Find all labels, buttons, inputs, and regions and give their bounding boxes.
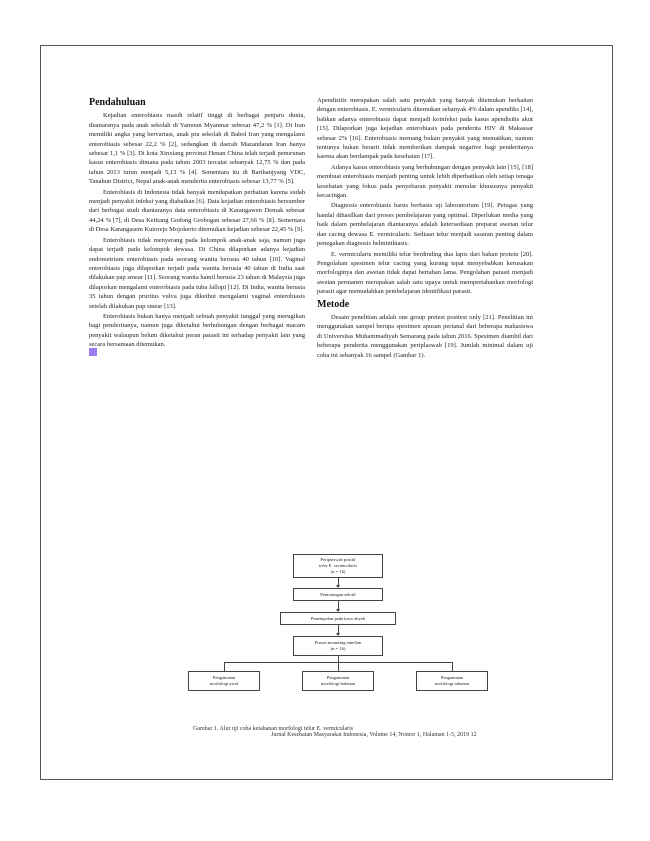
page-frame xyxy=(40,45,613,780)
flow-text: (n = 16) xyxy=(330,646,346,651)
paragraph: Enterobiasis di Indonesia tidak banyak mendapatkan perhatian karena sudah menjadi penyakit infeksi yang diabaikan [6]. Data kejadian enterobiasis bersumber dari berbagai studi diantaranya data enterobiasis di Karangawen Demak sebesar 44,24 % [7], di Desa Ketitang Godong Grobogan sebesar 27,66 % [8]. Sementara di Desa Karangasem Kutorejo Mojokerto ditemukan kejadian sebesar 22,45 % [9]. xyxy=(89,188,305,234)
flow-leaf-bulanan xyxy=(302,671,374,691)
paragraph: Apendisitis merupakan salah satu penyakit yang banyak ditemukan berkaitan dengan enterobiasis. E. vermicularis ditemukan sebanyak 4% dalam apendiks [14], bahkan adanya enterobiasis dapat menjadi koinfeksi pada kasus apendisitis akut [15]. Dilaporkan juga kejadian enterobiasis pada penderita HIV di Makassar sebesar 2% [16]. Enterobiasis memang bukan penyakit yang mematikan, namun tentunya bukan berarti tidak memberikan dampak negative bagi penderitanya karena akan berdampak pada kesehatan [17]. xyxy=(317,97,533,161)
page-footer: Jurnal Kesehatan Masyarakat Indonesia, Volume 14, Nomor 1, Halaman 1-5, 2019 12 xyxy=(271,732,477,738)
flowchart xyxy=(188,554,488,706)
flow-text: (n = 16) xyxy=(330,569,346,574)
flow-text: morfologi bulanan xyxy=(320,681,356,686)
flow-box-step2: Pemotongan selotif xyxy=(293,588,383,601)
paragraph: Diagnosis enterobiasis harus berbasis uji laboratorium [19]. Petugas yang handal dihasilkan dari proses pembelajaran yang optimal. Diperlukan media yang baik dalam pembelajaran diantaranya adalah ketersediaan preparat awetan telur dan cacing dewasa E. vermicularis. Sediaan telur menjadi sasaran penting dalam penegakan diagnosis helminthiasis. xyxy=(317,202,533,248)
flow-box-top xyxy=(293,554,383,578)
flow-text: Proses mounting entellan xyxy=(314,640,362,645)
section-heading-pendahuluan: Pendahuluan xyxy=(89,97,146,108)
flow-leaf-awal xyxy=(188,671,260,691)
paragraph: Enterobiasis bukan hanya menjadi sebuah penyakit tunggal yang merugikan bagi penderitanya, namun juga diketahui berhubungan dengan berbagai macam penyakit walaupun belum diketahui peran parasit ini terhadap penyakit lain yang secara bersamaan ditemukan. xyxy=(89,312,305,349)
left-column xyxy=(89,98,305,351)
flow-text: Pengamatan xyxy=(440,675,464,680)
paragraph: E. vermicularis memiliki telur berdinding dua lapis dari bahan protein [20]. Pengolahan spesimen telur cacing yang kurang tepat menyebabkan kerusakan morfologinya dan awetan tidak dapat bertahan lama. Pengolahan parasit menjadi awetan permanen merupakan salah satu upaya untuk mempertahankan morfologi parasit agar memudahkan pembelajaran identifikasi parasit. xyxy=(317,250,533,296)
right-column xyxy=(317,96,533,361)
paragraph: Adanya kasus enterobiasis yang berhubungan dengan penyakit lain [15], [18] membuat enterobiasis menjadi penting untuk lebih diperhatikan oleh setiap tenaga kesehatan yang fokus pada penyebaran penyakit menular khususnya penyakit kecacingan. xyxy=(317,163,533,200)
paragraph: Enterobiasis tidak menyerang pada kelompok anak-anak saja, namun juga dapat terjadi pada kelompok dewasa. Di China dilaporkan adanya kejadian endometrium enterobiasis pada seorang wanita berusia 40 tahun [10]. Vaginal enterobiasis juga dilaporkan terjadi pada wanita berusia 40 tahun di India saat dilakukan pap smear [11]. Seorang wanita hamil berusia 23 tahun di Malaysia juga dilaporkan mengalami enterobiasis pada tuba fallopi [12]. Di India, wanita berusia 35 tahun dengan pruritus vulva juga dikethui mengalami vaginal enterobiasis setelah dilakukan pap smear [13]. xyxy=(89,236,305,310)
flow-text: Pengamatan xyxy=(212,675,236,680)
figure-caption: Gambar 1. Alur uji coba ketahanan morfologi telur E. vermicularis xyxy=(193,726,354,732)
connector-line xyxy=(338,662,339,671)
paragraph: Desain penelitian adalah one group pretest posttest only [21]. Penelitian ini menggunakan sampel berupa spesimen apusan perianal dari beberapa mahasiswa di Universitas Muhammadiyah Semarang pada tahun 2016. Spesimen diambil dari beberapa penderita menggunakan periplaswab [19]. Jumlah minimal dalam uji coba ini sebanyak 16 sampel (Gambar 1). xyxy=(317,313,533,359)
paragraph: Kejadian enterobiasis masih relatif tinggi di berbagai penjuru dunia, diantaranya pada anak sekolah di Yamoun Myanmar sebesar 47,2 % [1]. Di Iran memiliki angka yang bervariasi, anak pra sekolah di Babol Iran yang mengalami enterobiasis sebesar 22,2 % [2], sedangkan di daerah Mazandaran Iran hanya sebesar 1,1 % [3]. Di kota Xinxiang provinsi Henan China telah terjadi penurunan kasus enterobiasis dimana pada tahun 2003 tercatat sebanyak 12,75 % dan pada tahun 2013 turun menjadi 5,13 % [4]. Sementara itu di Barthanjyang VDC, Tanahun District, Nepal anak-anak menderita enterobiasis sebesar 13,77 % [5]. xyxy=(89,112,305,186)
section-heading-metode: Metode xyxy=(317,298,350,310)
connector-line xyxy=(452,662,453,671)
comment-marker[interactable] xyxy=(89,348,97,356)
flow-text: morfologi awal xyxy=(209,681,239,686)
flow-box-step4 xyxy=(293,636,383,656)
flow-text: morfologi tahunan xyxy=(434,681,470,686)
flow-text: Periplaswab positif xyxy=(320,557,356,562)
flow-text: Pengamatan xyxy=(326,675,350,680)
connector-line xyxy=(224,662,225,671)
flow-box-step3: Penempelan pada kaca obyek xyxy=(280,612,396,625)
flow-text: telur E. vermicularis xyxy=(318,563,358,568)
flow-leaf-tahunan xyxy=(416,671,488,691)
